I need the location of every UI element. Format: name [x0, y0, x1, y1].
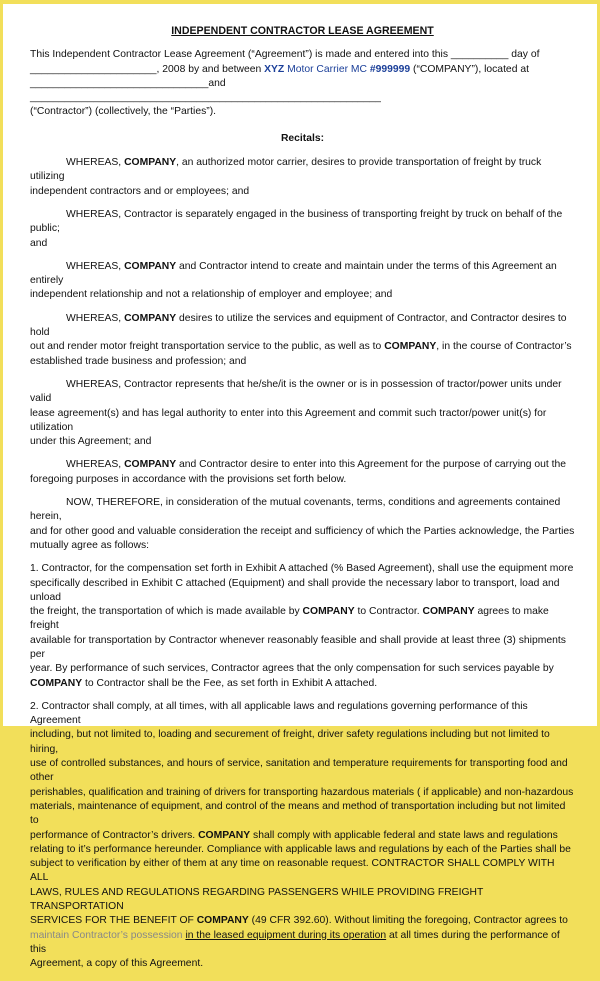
- motor-carrier-label: Motor Carrier MC: [284, 63, 370, 75]
- company-name-xyz: XYZ: [264, 63, 285, 75]
- whereas-1: [30, 156, 575, 199]
- recitals-heading: Recitals:: [280, 132, 325, 144]
- section-2: [30, 700, 575, 972]
- section-2-line-4: perishables, qualification and training of drivers for transporting hazardous materials ( if applicable) and non-hazardous: [30, 786, 574, 798]
- whereas-label: WHEREAS,: [66, 157, 125, 169]
- whereas-3: [30, 260, 575, 303]
- section-2-line-5: materials, maintenance of equipment, and control of the means and method of transportation including but not limited to: [30, 800, 566, 827]
- company-term: COMPANY: [198, 829, 251, 841]
- whereas-6: [30, 458, 575, 487]
- whereas-1-line-2: independent contractors and or employees; and: [30, 185, 250, 197]
- section-1-line-4: available for transportation by Contractor whenever reasonably feasible and shall provide at least three (3) shipments per: [30, 634, 566, 660]
- company-term: COMPANY: [124, 260, 177, 272]
- company-term: COMPANY: [30, 677, 83, 689]
- section-2-line-11: maintain Contractor’s possession: [30, 929, 186, 941]
- intro-line-3: _______________________________and _____________________________________________________________: [30, 77, 381, 104]
- intro-line-1: This Independent Contractor Lease Agreement (“Agreement”) is made and entered into this __________ day of: [30, 49, 540, 61]
- intro-paragraph: [30, 48, 575, 119]
- section-2-line-10: SERVICES FOR THE BENEFIT OF: [30, 915, 197, 927]
- whereas-5-line-2: lease agreement(s) and has legal authority to enter into this Agreement and commit such tractor/power unit(s) for utilization: [30, 407, 547, 433]
- company-term: COMPANY: [124, 459, 177, 471]
- whereas-5-text: WHEREAS, Contractor represents that he/she/it is the owner or is in possession of tractor/power units under valid: [30, 378, 562, 405]
- whereas-4-line-3: established trade business and profession; and: [30, 355, 247, 367]
- whereas-4: [30, 312, 575, 369]
- intro-line-4: (“Contractor”) (collectively, the “Parties”).: [30, 106, 217, 118]
- whereas-2: [30, 208, 575, 251]
- section-1-line-6: to Contractor shall be the Fee, as set forth in Exhibit A attached.: [82, 677, 378, 689]
- mc-number: #999999: [369, 63, 411, 75]
- section-2-line-11-end: at all times during the performance of this: [30, 929, 560, 955]
- now-therefore-line-3: mutually agree as follows:: [30, 539, 150, 551]
- company-term: COMPANY: [124, 157, 177, 169]
- section-2-line-7: relating to it’s performance hereunder. Compliance with applicable laws and regulations by each of the Parties shall be: [30, 843, 571, 855]
- document-page: [3, 4, 597, 970]
- intro-line-2: [30, 63, 575, 77]
- section-2-line-8: subject to verification by either of them at any time on reasonable request. CONTRACTOR SHALL COMPLY WITH ALL: [30, 858, 555, 884]
- section-1-line-2: specifically described in Exhibit C attached (Equipment) and shall provide the necessary labor to transport, load and unload: [30, 577, 560, 603]
- section-2-line-9: LAWS, RULES AND REGULATIONS REGARDING PASSENGERS WHILE PROVIDING FREIGHT TRANSPORTATION: [30, 886, 484, 913]
- section-1-line-3-mid: to Contractor.: [354, 606, 423, 618]
- whereas-1-text: , an authorized motor carrier, desires to provide transportation of freight by truck utilizing: [30, 157, 542, 183]
- section-1-line-3-end: agrees to make freight: [30, 606, 549, 632]
- whereas-label: WHEREAS,: [66, 459, 125, 471]
- section-2-line-6-end: shall comply with applicable federal and state laws and regulations: [250, 829, 558, 841]
- company-term: COMPANY: [302, 606, 355, 618]
- section-1-line-1: 1. Contractor, for the compensation set forth in Exhibit A attached (% Based Agreement), shall use the equipment more: [30, 563, 574, 575]
- section-2-line-12: Agreement, a copy of this Agreement.: [30, 958, 204, 970]
- now-therefore-text: NOW, THEREFORE, in consideration of the mutual covenants, terms, conditions and agreements contained herein,: [30, 497, 561, 523]
- whereas-3-line-2: independent relationship and not a relationship of employer and employee; and: [30, 289, 393, 301]
- company-term: COMPANY: [124, 312, 177, 324]
- section-2-line-10-end: (49 CFR 392.60). Without limiting the foregoing, Contractor agrees to: [248, 915, 568, 927]
- whereas-5-line-3: under this Agreement; and: [30, 436, 152, 448]
- whereas-4-text: desires to utilize the services and equipment of Contractor, and Contractor desires to hold: [30, 312, 567, 339]
- section-1-line-5: year. By performance of such services, Contractor agrees that the only compensation for such services payable by: [30, 663, 554, 675]
- document-title: INDEPENDENT CONTRACTOR LEASE AGREEMENT: [171, 25, 434, 37]
- section-2-line-2: including, but not limited to, loading and securement of freight, driver safety regulations including but not limited to hiring,: [30, 729, 550, 755]
- company-term: COMPANY: [422, 606, 475, 618]
- section-2-line-3: use of controlled substances, and hours of service, sanitation and temperature requirements for transporting food and other: [30, 758, 568, 784]
- whereas-5: [30, 378, 575, 449]
- whereas-label: WHEREAS,: [66, 260, 125, 272]
- company-term: COMPANY: [196, 915, 249, 927]
- section-2-line-6: performance of Contractor’s drivers.: [30, 829, 199, 841]
- now-therefore-line-2: and for other good and valuable consideration the receipt and sufficiency of which the Parties acknowledge, the Parties: [30, 525, 575, 537]
- whereas-2-line-2: and: [30, 237, 48, 249]
- company-term: COMPANY: [384, 341, 437, 353]
- company-defined-term: (“COMPANY”), located at: [410, 63, 529, 75]
- whereas-2-text: WHEREAS, Contractor is separately engaged in the business of transporting freight by truck on behalf of the public;: [30, 208, 563, 235]
- whereas-4-line-2-end: , in the course of Contractor’s: [436, 341, 572, 353]
- now-therefore-paragraph: [30, 496, 575, 553]
- section-1: [30, 562, 575, 691]
- whereas-6-line-2: foregoing purposes in accordance with the provisions set forth below.: [30, 473, 347, 485]
- section-1-line-3: the freight, the transportation of which is made available by: [30, 606, 303, 618]
- intro-date-blank: ______________________, 2008 by and between: [30, 63, 265, 75]
- whereas-4-line-2: out and render motor freight transportation service to the public, as well as to: [30, 341, 385, 353]
- underlined-clause: in the leased equipment during its operation: [185, 929, 387, 941]
- whereas-label: WHEREAS,: [66, 312, 125, 324]
- whereas-3-text: and Contractor intend to create and maintain under the terms of this Agreement an entirely: [30, 260, 557, 287]
- section-2-line-1: 2. Contractor shall comply, at all times, with all applicable laws and regulations governing performance of this Agreement: [30, 700, 528, 727]
- document-body: [30, 24, 575, 981]
- whereas-6-text: and Contractor desire to enter into this Agreement for the purpose of carrying out the: [176, 459, 567, 471]
